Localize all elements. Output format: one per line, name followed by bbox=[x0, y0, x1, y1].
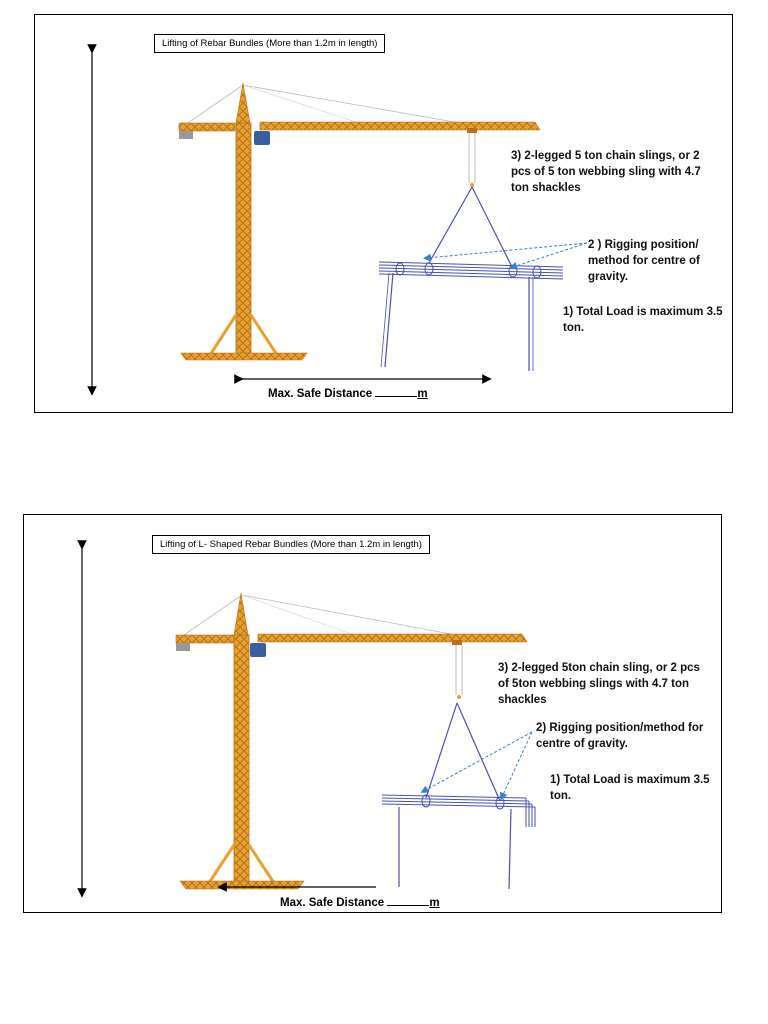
note-total-load: 1) Total Load is maximum 3.5 ton. bbox=[563, 306, 723, 334]
l-shaped-rebar-load bbox=[382, 703, 535, 889]
distance-unit: m bbox=[417, 388, 428, 400]
note-total-load: 1) Total Load is maximum 3.5 ton. bbox=[550, 774, 710, 802]
panel-title: Lifting of Rebar Bundles (More than 1.2m in length) bbox=[154, 34, 385, 53]
rebar-load bbox=[379, 187, 563, 371]
rigging-pointer-right bbox=[502, 732, 532, 797]
distance-text: Max. Safe Distance bbox=[268, 388, 373, 400]
max-safe-distance-label bbox=[280, 895, 440, 909]
note-slings: 3) 2-legged 5 ton chain slings, or 2 pcs of 5 ton webbing sling with 4.7 ton shackles bbox=[511, 150, 701, 194]
panel-2-graphic bbox=[24, 515, 721, 912]
tower-crane bbox=[176, 593, 527, 889]
rigging-pointer-left bbox=[424, 732, 532, 791]
distance-unit: m bbox=[429, 897, 440, 909]
tower-crane bbox=[179, 83, 540, 360]
panel-1-graphic bbox=[35, 15, 732, 412]
panel-title: Lifting of L- Shaped Rebar Bundles (More than 1.2m in length) bbox=[152, 535, 430, 554]
diagram-panel-l-shaped-rebar bbox=[23, 514, 722, 913]
max-safe-distance-label bbox=[268, 386, 428, 400]
note-slings: 3) 2-legged 5ton chain sling, or 2 pcs of 5ton webbing slings with 4.7 ton shackles bbox=[498, 662, 700, 706]
diagram-panel-straight-rebar bbox=[34, 14, 733, 413]
note-rigging: 2) Rigging position/method for centre of gravity. bbox=[536, 722, 704, 750]
note-rigging: 2 ) Rigging position/ method for centre of gravity. bbox=[588, 239, 700, 283]
distance-text: Max. Safe Distance bbox=[280, 897, 385, 909]
distance-blank bbox=[375, 386, 417, 397]
distance-blank bbox=[387, 895, 429, 906]
